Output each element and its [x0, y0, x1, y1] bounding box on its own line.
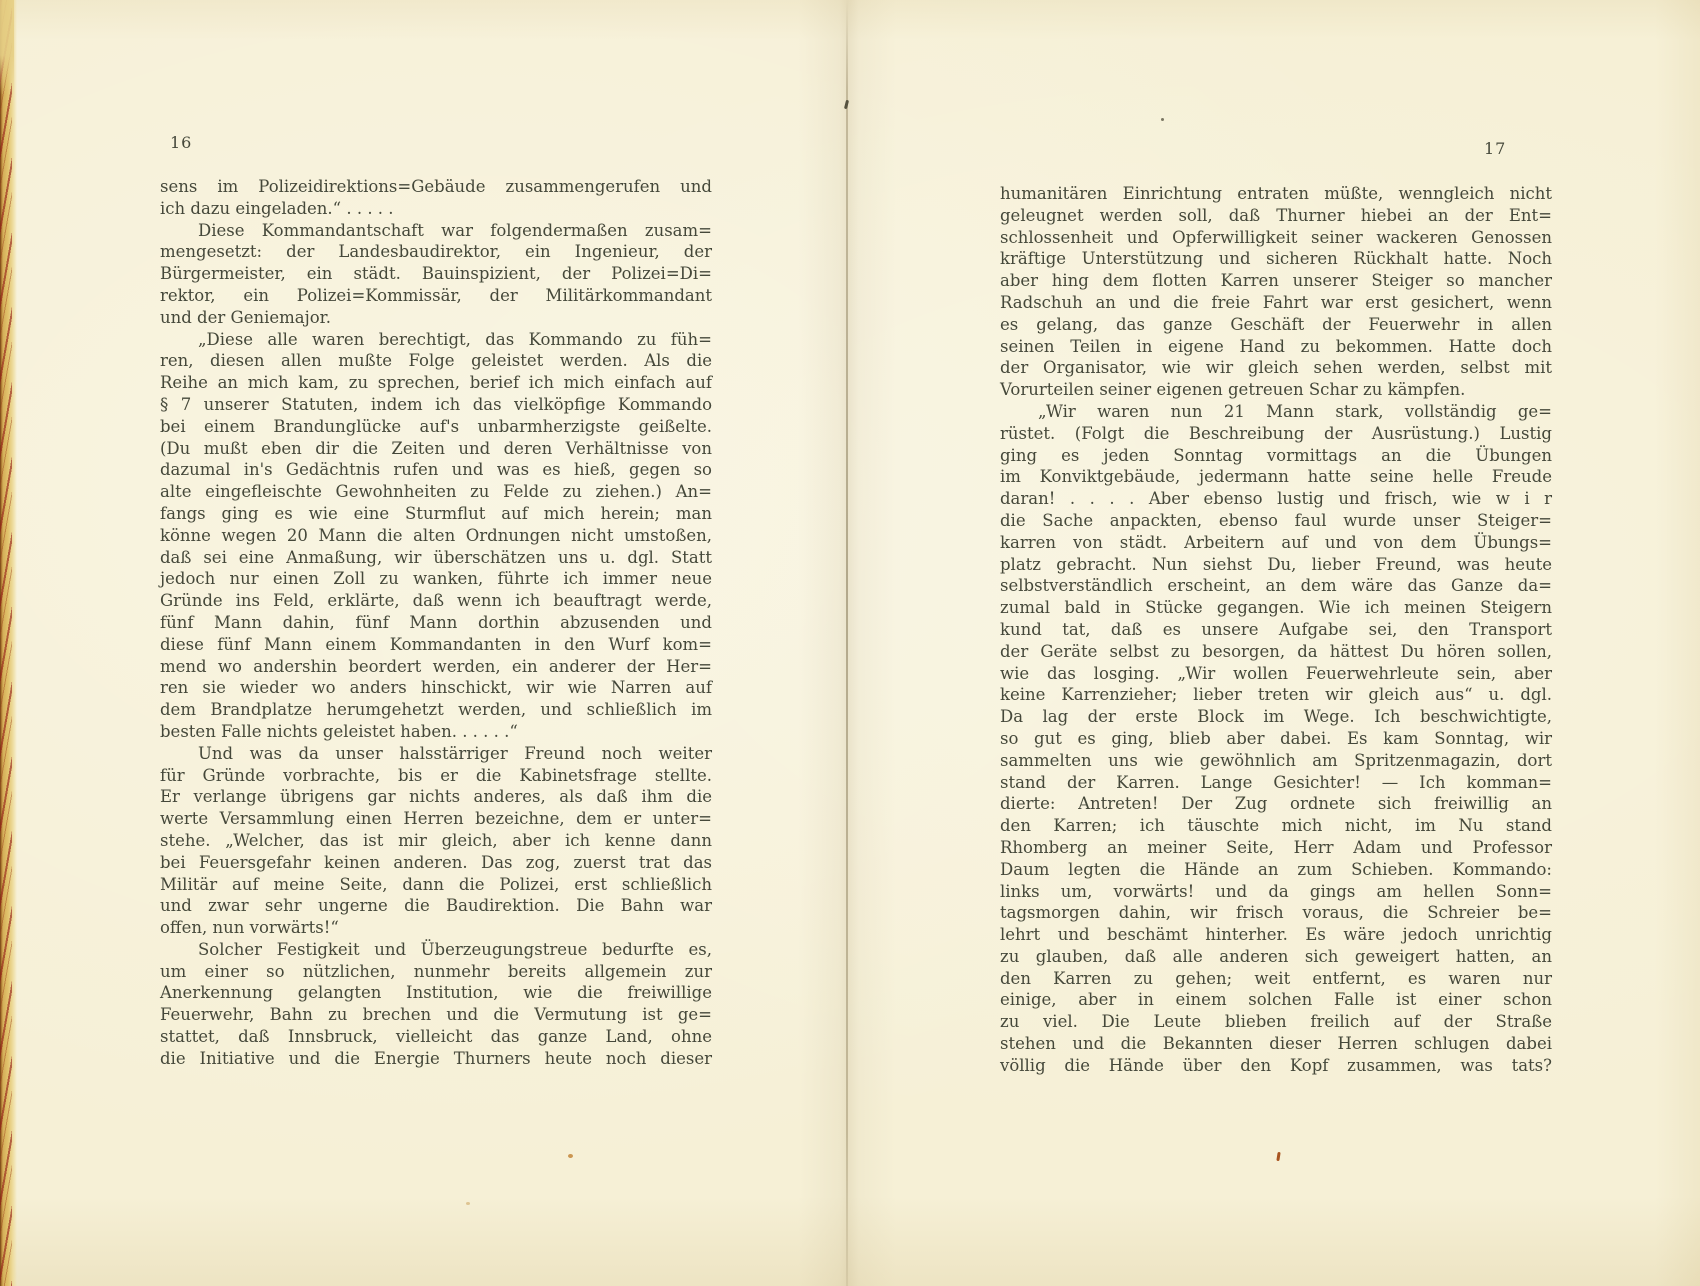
paragraph [160, 220, 712, 329]
text-line: die Sache anpackten, ebenso faul wurde unser Steiger= [1000, 510, 1552, 530]
page-gutter-fold-line [846, 0, 848, 1286]
text-line: Gründe ins Feld, erklärte, daß wenn ich beauftragt werde, [160, 591, 712, 611]
text-line: Anerkennung gelangten Institution, wie die freiwillige [160, 983, 712, 1003]
text-line: zumal bald in Stücke gegangen. Wie ich meinen Steigern [1000, 598, 1552, 618]
text-line: bei Feuersgefahr keinen anderen. Das zog, zuerst trat das [160, 852, 712, 872]
text-line: werte Versammlung einen Herren bezeichne, dem er unter= [160, 809, 712, 829]
ink-speck [1161, 118, 1164, 121]
book-edge-marbling [0, 0, 18, 1286]
text-line: die Initiative und die Energie Thurners heute noch dieser [160, 1048, 712, 1068]
text-line: es gelang, das ganze Geschäft der Feuerwehr in allen [1000, 314, 1552, 334]
text-line: den Karren; ich täuschte mich nicht, im Nu stand [1000, 816, 1552, 836]
text-line: aber hing dem flotten Karren unserer Steiger so mancher [1000, 271, 1552, 291]
text-line: dazumal in's Gedächtnis rufen und was es hieß, gegen so [160, 460, 712, 480]
text-line: Da lag der erste Block im Wege. Ich beschwichtigte, [1000, 707, 1552, 727]
text-line: könne wegen 20 Mann die alten Ordnungen nicht umstoßen, [160, 525, 712, 545]
text-line: offen, nun vorwärts!“ [160, 918, 339, 938]
foxing-speck [568, 1154, 573, 1158]
text-line: dem Brandplatze herumgehetzt werden, und schließlich im [160, 700, 712, 720]
text-line: § 7 unserer Statuten, indem ich das vielköpfige Kommando [160, 394, 712, 414]
text-line: alte eingefleischte Gewohnheiten zu Felde zu ziehen.) An= [160, 482, 712, 502]
text-line: fünf Mann dahin, fünf Mann dorthin abzusenden und [160, 612, 712, 632]
text-line: rüstet. (Folgt die Beschreibung der Ausrüstung.) Lustig [1000, 423, 1552, 443]
text-line: bei einem Brandunglücke auf's unbarmherzigste geißelte. [160, 416, 712, 436]
text-line: jedoch nur einen Zoll zu wanken, führte ich immer neue [160, 569, 712, 589]
text-line: wie das losging. „Wir wollen Feuerwehrleute sein, aber [1000, 663, 1552, 683]
text-line: um einer so nützlichen, nunmehr bereits allgemein zur [160, 961, 712, 981]
text-line: Daum legten die Hände an zum Schieben. Kommando: [1000, 859, 1552, 879]
text-line: Solcher Festigkeit und Überzeugungstreue bedurfte es, [198, 939, 712, 959]
text-line: dierte: Antreten! Der Zug ordnete sich freiwillig an [1000, 794, 1552, 814]
text-line: mengesetzt: der Landesbaudirektor, ein Ingenieur, der [160, 242, 712, 262]
text-line: und der Geniemajor. [160, 307, 331, 327]
text-line: geleugnet werden soll, daß Thurner hiebei an der Ent= [1000, 205, 1552, 225]
text-line: platz gebracht. Nun siehst Du, lieber Freund, was heute [1000, 554, 1552, 574]
text-line: zu glauben, daß alle anderen sich geweigert hatten, an [1000, 946, 1552, 966]
text-line: für Gründe vorbrachte, bis er die Kabinetsfrage stellte. [160, 765, 712, 785]
text-line: schlossenheit und Opferwilligkeit seiner wackeren Genossen [1000, 227, 1552, 247]
text-line: „Wir waren nun 21 Mann stark, vollständig ge= [1038, 401, 1552, 421]
text-line: stehe. „Welcher, das ist mir gleich, aber ich kenne dann [160, 830, 712, 850]
text-line: selbstverständlich erscheint, an dem wäre das Ganze da= [1000, 576, 1552, 596]
text-line: sens im Polizeidirektions=Gebäude zusammengerufen und [160, 177, 712, 196]
text-line: „Diese alle waren berechtigt, das Kommando zu füh= [198, 329, 712, 349]
text-line: zu viel. Die Leute blieben freilich auf der Straße [1000, 1012, 1552, 1032]
text-line: keine Karrenzieher; lieber treten wir gleich aus“ u. dgl. [1000, 685, 1552, 705]
text-line: und zwar sehr ungerne die Baudirektion. Die Bahn war [160, 896, 712, 916]
text-line: der Geräte selbst zu besorgen, da hättest Du hören sollen, [1000, 641, 1552, 661]
text-line: mend wo andershin beordert werden, ein anderer der Her= [160, 656, 712, 676]
text-line: sammelten uns wie gewöhnlich am Spritzenmagazin, dort [1000, 750, 1552, 770]
text-line: stattet, daß Innsbruck, vielleicht das ganze Land, ohne [160, 1027, 712, 1047]
text-line: daß sei eine Anmaßung, wir überschätzen uns u. dgl. Statt [160, 547, 712, 567]
text-line: daran! . . . . Aber ebenso lustig und frisch, wie w i r [1000, 489, 1552, 509]
text-line: humanitären Einrichtung entraten müßte, wenngleich nicht [1000, 184, 1552, 203]
text-line: kund tat, daß es unsere Aufgabe sei, den Transport [1000, 619, 1552, 639]
paragraph [160, 743, 712, 939]
text-line: stand der Karren. Lange Gesichter! — Ich komman= [1000, 772, 1552, 792]
paragraph [1000, 183, 1552, 401]
text-line: links um, vorwärts! und da gings am hellen Sonn= [1000, 881, 1552, 901]
text-line: Reihe an mich kam, zu sprechen, berief ich mich einfach auf [160, 373, 712, 393]
foxing-speck [1276, 1152, 1280, 1161]
text-line: Militär auf meine Seite, dann die Polizei, erst schließlich [160, 874, 712, 894]
text-line: fangs ging es wie eine Sturmflut auf mich herein; man [160, 503, 712, 523]
text-line: besten Falle nichts geleistet haben. . . . . .“ [160, 721, 518, 741]
text-line: diese fünf Mann einem Kommandanten in den Wurf kom= [160, 634, 712, 654]
text-line: Radschuh an und die freie Fahrt war erst gesichert, wenn [1000, 292, 1552, 312]
text-line: so gut es ging, blieb aber dabei. Es kam Sonntag, wir [1000, 728, 1552, 748]
text-line: Feuerwehr, Bahn zu brechen und die Vermutung ist ge= [160, 1005, 712, 1025]
text-line: kräftige Unterstützung und sicheren Rückhalt hatte. Noch [1000, 249, 1552, 269]
text-line: Und was da unser halsstärriger Freund noch weiter [198, 743, 712, 763]
text-line: lehrt und beschämt hinterher. Es wäre jedoch unrichtig [1000, 925, 1552, 945]
paragraph [160, 939, 712, 1070]
text-line: Bürgermeister, ein städt. Bauinspizient, der Polizei=Di= [160, 264, 712, 284]
right-page-text [1000, 183, 1552, 1077]
text-line: stehen und die Bekannten dieser Herren schlugen dabei [1000, 1034, 1552, 1054]
page-number-right: 17 [1484, 139, 1507, 158]
text-line: Rhomberg an meiner Seite, Herr Adam und Professor [1000, 837, 1552, 857]
text-line: einige, aber in einem solchen Falle ist einer schon [1000, 990, 1552, 1010]
text-line: Vorurteilen seiner eigenen getreuen Schar zu kämpfen. [1000, 380, 1466, 400]
paragraph [160, 329, 712, 743]
text-line: ich dazu eingeladen.“ . . . . . [160, 198, 394, 218]
left-page-text [160, 176, 712, 1070]
text-line: ren sie wieder wo anders hinschickt, wir wie Narren auf [160, 678, 712, 698]
paragraph [1000, 401, 1552, 1077]
text-line: Er verlange übrigens gar nichts anderes, als daß ihm die [160, 787, 712, 807]
text-line: völlig die Hände über den Kopf zusammen, was tats? [1000, 1055, 1552, 1075]
text-line: seinen Teilen in eigene Hand zu bekommen. Hatte doch [1000, 336, 1552, 356]
paragraph [160, 176, 712, 220]
text-line: rektor, ein Polizei=Kommissär, der Militärkommandant [160, 285, 712, 305]
text-line: ging es jeden Sonntag vormittags an die Übungen [1000, 445, 1552, 465]
text-line: (Du mußt eben dir die Zeiten und deren Verhältnisse von [160, 438, 712, 458]
text-line: karren von städt. Arbeitern auf und von dem Übungs= [1000, 532, 1552, 552]
page-number-left: 16 [170, 133, 193, 152]
text-line: Diese Kommandantschaft war folgendermaßen zusam= [198, 220, 712, 240]
text-line: tagsmorgen dahin, wir frisch voraus, die Schreier be= [1000, 903, 1552, 923]
text-line: den Karren zu gehen; weit entfernt, es waren nur [1000, 968, 1552, 988]
text-line: der Organisator, wie wir gleich sehen werden, selbst mit [1000, 358, 1552, 378]
foxing-speck [466, 1202, 470, 1205]
text-line: im Konviktgebäude, jedermann hatte seine helle Freude [1000, 467, 1552, 487]
text-line: ren, diesen allen mußte Folge geleistet werden. Als die [160, 351, 712, 371]
